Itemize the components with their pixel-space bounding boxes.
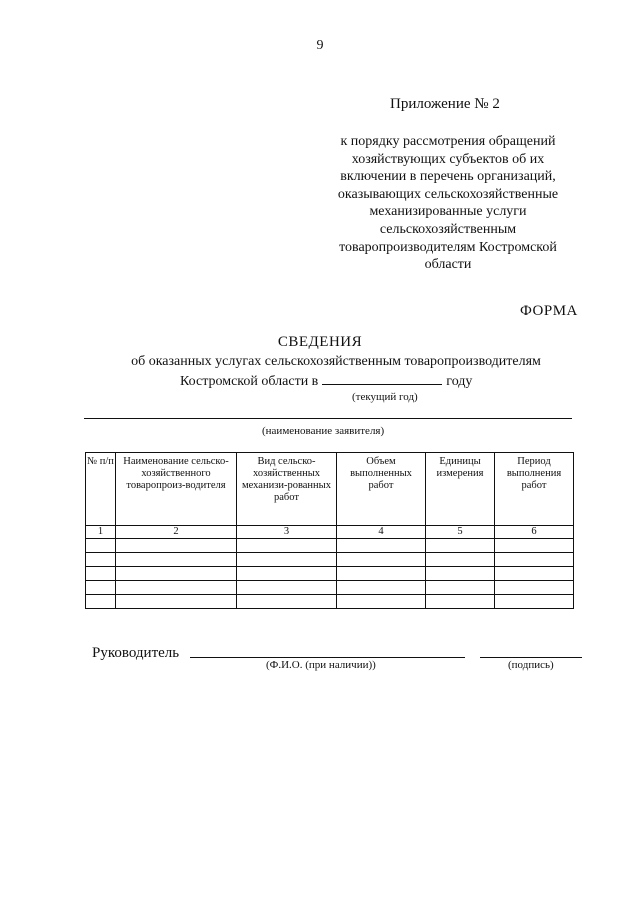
table-row <box>86 539 574 553</box>
header-cell: Наименование сельско-хозяйственного товаропроиз-водителя <box>116 453 237 526</box>
table-cell <box>86 581 116 595</box>
table-row <box>86 581 574 595</box>
subtitle-suffix: году <box>446 374 473 389</box>
year-hint: (текущий год) <box>352 391 418 403</box>
header-cell: Объем выполненных работ <box>337 453 426 526</box>
table-cell <box>337 595 426 609</box>
appendix-title: Приложение № 2 <box>390 96 500 112</box>
table-cell <box>86 595 116 609</box>
table-cell <box>426 539 495 553</box>
document-title: СВЕДЕНИЯ <box>277 334 363 350</box>
column-number-cell: 5 <box>426 526 495 539</box>
subtitle-line-2 <box>180 372 472 390</box>
subtitle-line-1: об оказанных услугах сельскохозяйственным товаропроизводителям <box>131 354 541 369</box>
appendix-line: хозяйствующих субъектов об их <box>351 151 545 167</box>
column-number-cell: 6 <box>495 526 574 539</box>
fio-hint: (Ф.И.О. (при наличии)) <box>266 659 376 671</box>
form-label: ФОРМА <box>520 303 578 319</box>
table-cell <box>116 539 237 553</box>
table-header-row <box>86 453 574 526</box>
table-cell <box>495 567 574 581</box>
appendix-line: сельскохозяйственным <box>379 221 517 237</box>
column-number-cell: 1 <box>86 526 116 539</box>
table-cell <box>237 539 337 553</box>
appendix-line: механизированные услуги <box>369 204 527 220</box>
table-cell <box>495 539 574 553</box>
table-cell <box>86 567 116 581</box>
header-cell: Единицы измерения <box>426 453 495 526</box>
appendix-text <box>312 133 584 274</box>
appendix-line: к порядку рассмотрения обращений <box>340 134 556 149</box>
signatory-label: Руководитель <box>92 645 180 661</box>
table-cell <box>237 553 337 567</box>
table-row <box>86 567 574 581</box>
table-cell <box>116 595 237 609</box>
table-cell <box>237 567 337 581</box>
table-cell <box>426 553 495 567</box>
page-number: 9 <box>316 38 324 53</box>
column-number-cell: 4 <box>337 526 426 539</box>
table-row <box>86 553 574 567</box>
table-cell <box>337 553 426 567</box>
table-row <box>86 595 574 609</box>
column-number-cell: 3 <box>237 526 337 539</box>
table-cell <box>337 539 426 553</box>
appendix-line: товаропроизводителям Костромской <box>339 239 557 255</box>
table-cell <box>495 595 574 609</box>
table-cell <box>116 581 237 595</box>
table-cell <box>337 581 426 595</box>
table-cell <box>237 595 337 609</box>
header-cell: № п/п <box>86 453 116 526</box>
table-cell <box>337 567 426 581</box>
table-cell <box>116 567 237 581</box>
column-number-cell: 2 <box>116 526 237 539</box>
table-cell <box>86 553 116 567</box>
table-cell <box>116 553 237 567</box>
table-cell <box>426 595 495 609</box>
appendix-line: включении в перечень организаций, <box>340 169 556 185</box>
table-cell <box>426 567 495 581</box>
applicant-hint: (наименование заявителя) <box>262 425 385 437</box>
signature-line <box>480 657 582 658</box>
applicant-name-line <box>84 418 572 419</box>
appendix-line: области <box>424 257 472 273</box>
subtitle-prefix: Костромской области в <box>180 374 319 389</box>
table-cell <box>495 553 574 567</box>
header-cell: Вид сельско-хозяйственных механизи-рованных работ <box>237 453 337 526</box>
signature-hint: (подпись) <box>508 659 554 671</box>
appendix-line: оказывающих сельскохозяйственные <box>337 186 559 202</box>
fio-signature-line <box>190 657 465 658</box>
services-table <box>85 452 574 609</box>
table-cell <box>426 581 495 595</box>
table-cell <box>237 581 337 595</box>
table-cell <box>86 539 116 553</box>
table-cell <box>495 581 574 595</box>
table-column-numbers-row <box>86 526 574 539</box>
header-cell: Период выполнения работ <box>495 453 574 526</box>
year-blank-line <box>322 372 442 385</box>
